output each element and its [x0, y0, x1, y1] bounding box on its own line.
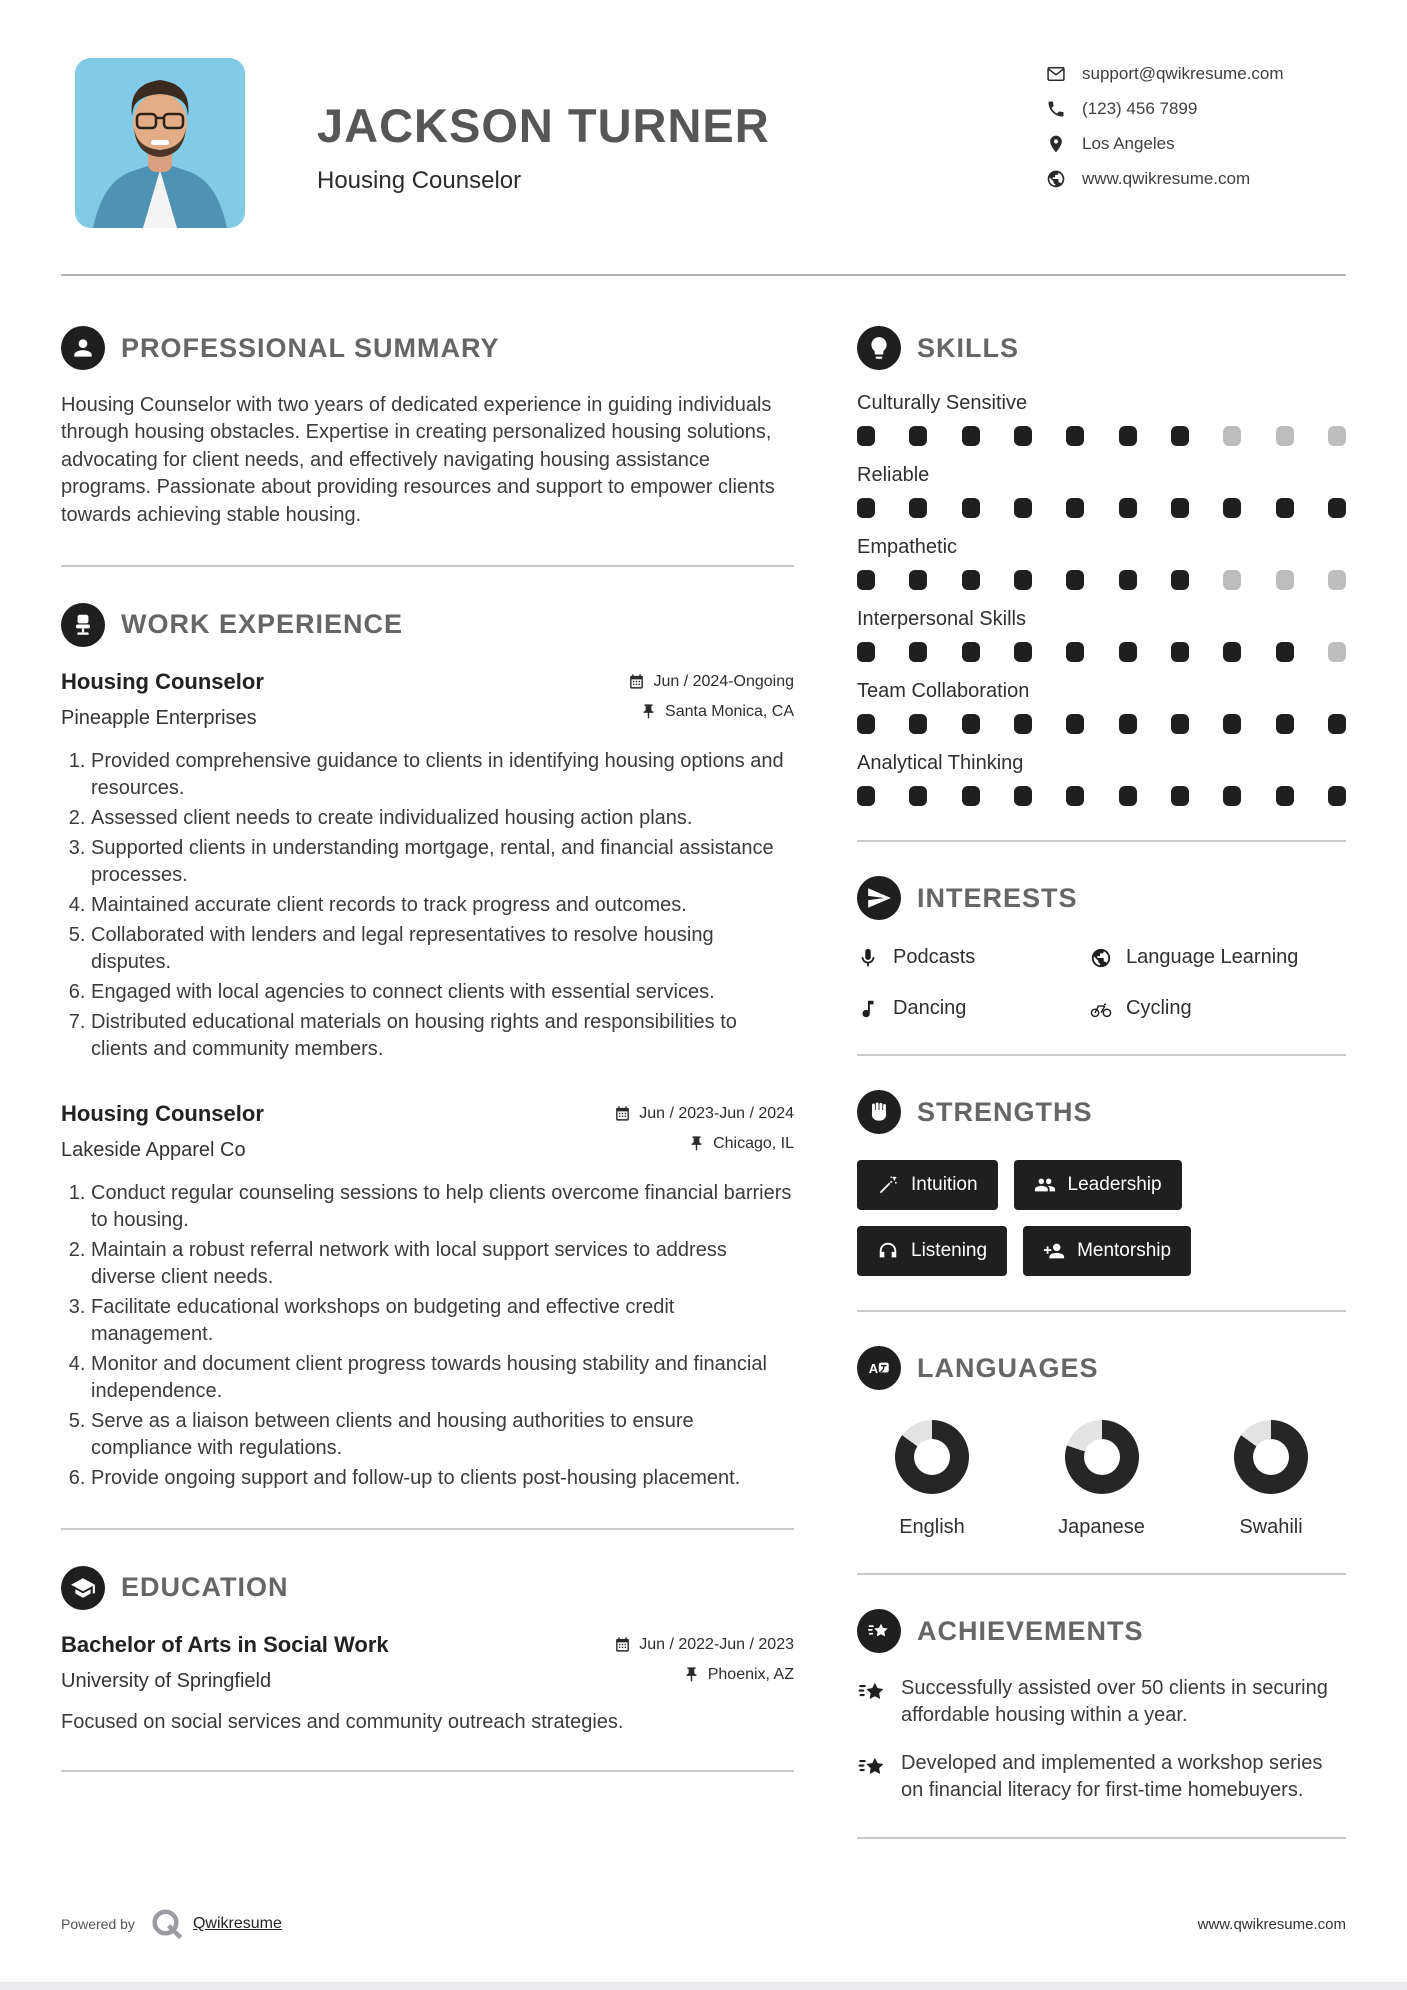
- skill-dot: [962, 786, 980, 806]
- skill-dot: [909, 498, 927, 518]
- section-interests: [857, 876, 1346, 1020]
- skill-dot: [962, 570, 980, 590]
- skill-dot: [1223, 714, 1241, 734]
- skill-dot: [1066, 570, 1084, 590]
- skill-rating: [857, 570, 1346, 590]
- profile-photo: [75, 58, 245, 228]
- language-item: [1206, 1420, 1336, 1539]
- skill-dot: [1328, 786, 1346, 806]
- lightbulb-icon: [857, 326, 901, 370]
- fist-icon: [857, 1090, 901, 1134]
- skill-dot: [1119, 786, 1137, 806]
- strength-pill: [857, 1226, 1007, 1276]
- job-left: [61, 669, 264, 730]
- section-divider: [857, 1054, 1346, 1056]
- contact-website-text: www.qwikresume.com: [1082, 169, 1251, 188]
- interest-label: Dancing: [893, 997, 967, 1019]
- job-dates: [628, 673, 794, 691]
- contact-location[interactable]: [1046, 134, 1346, 154]
- achievement-item: [857, 1675, 1346, 1728]
- interest-label: Language Learning: [1126, 946, 1299, 968]
- skill-item: [857, 608, 1346, 662]
- interests-title: INTERESTS: [917, 882, 1078, 913]
- education-description: Focused on social services and community outreach strategies.: [61, 1710, 624, 1733]
- education-dates-text: Jun / 2022-Jun / 2023: [639, 1635, 794, 1653]
- people-group-icon: [1034, 1174, 1056, 1196]
- strengths-header: [857, 1090, 1346, 1134]
- shooting-star-icon: [857, 1752, 887, 1782]
- skill-dot: [857, 498, 875, 518]
- person-plus-icon: [1043, 1240, 1065, 1262]
- contact-phone-text: (123) 456 7899: [1082, 99, 1198, 118]
- section-education: [61, 1566, 794, 1734]
- contact-website[interactable]: [1046, 169, 1346, 189]
- section-divider: [61, 1528, 794, 1530]
- job-head: [61, 1101, 794, 1162]
- section-divider: [61, 565, 794, 567]
- skill-dot: [857, 642, 875, 662]
- languages-list: [857, 1420, 1346, 1539]
- header: [61, 58, 1346, 228]
- skills-header: [857, 326, 1346, 370]
- section-divider: [857, 840, 1346, 842]
- summary-title: PROFESSIONAL SUMMARY: [121, 332, 500, 363]
- footer-website-link[interactable]: www.qwikresume.com: [1197, 1915, 1346, 1933]
- skill-dot: [857, 426, 875, 446]
- achievement-text: Successfully assisted over 50 clients in securing affordable housing within a year.: [901, 1677, 1328, 1726]
- languages-title: LANGUAGES: [917, 1352, 1099, 1383]
- achievements-header: [857, 1609, 1346, 1653]
- skill-dot: [1276, 498, 1294, 518]
- column-gap: [794, 326, 857, 1873]
- skill-dot: [1276, 570, 1294, 590]
- skill-rating: [857, 786, 1346, 806]
- interests-header: [857, 876, 1346, 920]
- skill-item: [857, 536, 1346, 590]
- skill-dot: [909, 786, 927, 806]
- job-dates-text: Jun / 2024-Ongoing: [653, 672, 794, 690]
- education-entry: [61, 1632, 794, 1734]
- job-location-text: Santa Monica, CA: [665, 702, 794, 720]
- skill-dot: [962, 426, 980, 446]
- skill-dot: [962, 714, 980, 734]
- email-icon: [1046, 64, 1066, 84]
- language-item: [867, 1420, 997, 1539]
- skill-dot: [1066, 714, 1084, 734]
- skill-item: [857, 752, 1346, 806]
- skill-dot: [1328, 426, 1346, 446]
- interests-list: [857, 946, 1346, 1020]
- globe-icon: [1046, 169, 1066, 189]
- skill-dot: [1328, 570, 1346, 590]
- skill-item: [857, 680, 1346, 734]
- skill-dot: [1276, 714, 1294, 734]
- job-meta: [628, 673, 794, 730]
- job-company: Lakeside Apparel Co: [61, 1138, 246, 1161]
- job-bullet: 5. Serve as a liaison between clients and housing authorities to ensure compliance with regulations.: [91, 1408, 794, 1462]
- skill-label: Culturally Sensitive: [857, 392, 1028, 414]
- job-title: Housing Counselor: [61, 1100, 264, 1126]
- avatar: [75, 58, 245, 228]
- job-bullet: 1. Conduct regular counseling sessions to help clients overcome financial barriers to housing.: [91, 1180, 794, 1234]
- job-left: [61, 1101, 264, 1162]
- left-column: [61, 326, 794, 1873]
- qwikresume-logo-icon: [149, 1906, 185, 1942]
- contact-email-text: support@qwikresume.com: [1082, 64, 1284, 83]
- job-bullet: 3. Supported clients in understanding mortgage, rental, and financial assistance processes.: [91, 835, 794, 889]
- education-dates: [614, 1636, 794, 1654]
- skill-dot: [1014, 786, 1032, 806]
- skill-dot: [1014, 642, 1032, 662]
- shooting-star-icon: [857, 1677, 887, 1707]
- skill-dot: [1276, 642, 1294, 662]
- language-donut-chart: [1065, 1420, 1139, 1494]
- strength-label: Listening: [911, 1240, 988, 1261]
- interest-item: [857, 997, 1090, 1020]
- pushpin-icon: [640, 703, 657, 720]
- education-school: University of Springfield: [61, 1669, 272, 1692]
- office-chair-icon: [61, 603, 105, 647]
- strength-pill: [1014, 1160, 1182, 1210]
- skill-rating: [857, 498, 1346, 518]
- magic-wand-icon: [877, 1174, 899, 1196]
- section-languages: [857, 1346, 1346, 1539]
- section-work-experience: [61, 603, 794, 1492]
- powered-by-label: Powered by: [61, 1916, 135, 1932]
- shooting-star-icon: [857, 1609, 901, 1653]
- skill-dot: [1014, 498, 1032, 518]
- pushpin-icon: [683, 1666, 700, 1683]
- skill-label: Team Collaboration: [857, 680, 1030, 702]
- job-dates: [614, 1105, 794, 1123]
- graduation-cap-icon: [61, 1566, 105, 1610]
- strength-pill: [857, 1160, 998, 1210]
- job-title: Housing Counselor: [61, 668, 264, 694]
- skill-dot: [857, 570, 875, 590]
- strengths-list: [857, 1160, 1346, 1276]
- paper-plane-icon: [857, 876, 901, 920]
- skill-dot: [1066, 642, 1084, 662]
- education-title: EDUCATION: [121, 1572, 289, 1603]
- job-meta: [614, 1105, 794, 1162]
- skill-dot: [1171, 570, 1189, 590]
- right-column: [857, 326, 1346, 1873]
- skill-dot: [1328, 642, 1346, 662]
- skill-dot: [1171, 642, 1189, 662]
- interest-item: [1090, 946, 1346, 969]
- job-entry: [61, 669, 794, 1063]
- skill-dot: [1328, 498, 1346, 518]
- job-location: [614, 1135, 794, 1153]
- skill-dot: [1171, 498, 1189, 518]
- summary-text: Housing Counselor with two years of dedicated experience in guiding individuals through housing obstacles. Expertise in creating personalized housing solutions, advocating for client needs, and effectively navigating housing assistance programs. Passionate about providing resources and support to empower clients towards achieving stable housing.: [61, 394, 775, 526]
- skill-dot: [1171, 714, 1189, 734]
- section-skills: [857, 326, 1346, 806]
- skill-dot: [1066, 786, 1084, 806]
- microphone-icon: [857, 947, 879, 969]
- skill-rating: [857, 642, 1346, 662]
- bottom-bar: [0, 1982, 1407, 1990]
- skill-dot: [962, 498, 980, 518]
- education-location: [614, 1666, 794, 1684]
- person-icon: [61, 326, 105, 370]
- job-location: [628, 703, 794, 721]
- skill-dot: [1171, 426, 1189, 446]
- skill-rating: [857, 714, 1346, 734]
- education-meta: [614, 1636, 794, 1693]
- strength-label: Leadership: [1067, 1174, 1162, 1195]
- skill-dot: [1223, 786, 1241, 806]
- job-bullet: 5. Collaborated with lenders and legal representatives to resolve housing disputes.: [91, 922, 794, 976]
- skill-dot: [909, 714, 927, 734]
- job-dates-text: Jun / 2023-Jun / 2024: [639, 1104, 794, 1122]
- skills-title: SKILLS: [917, 332, 1020, 363]
- job-bullet: 7. Distributed educational materials on housing rights and responsibilities to clients and community members.: [91, 1009, 794, 1063]
- skill-dot: [1223, 426, 1241, 446]
- skill-dot: [909, 426, 927, 446]
- job-bullet: 4. Monitor and document client progress towards housing stability and financial independence.: [91, 1351, 794, 1405]
- job-entry: [61, 1101, 794, 1492]
- calendar-icon: [614, 1105, 631, 1122]
- identity-block: [317, 98, 770, 195]
- contact-location-text: Los Angeles: [1082, 134, 1175, 153]
- skill-dot: [1171, 786, 1189, 806]
- education-degree: Bachelor of Arts in Social Work: [61, 1631, 389, 1657]
- job-bullet: 2. Maintain a robust referral network with local support services to address diverse client needs.: [91, 1237, 794, 1291]
- skill-dot: [857, 714, 875, 734]
- section-professional-summary: [61, 326, 794, 529]
- job-bullet: 6. Engaged with local agencies to connect clients with essential services.: [91, 979, 794, 1006]
- language-label: English: [899, 1516, 965, 1538]
- skill-dot: [1276, 426, 1294, 446]
- skill-dot: [1014, 570, 1032, 590]
- section-divider: [61, 1770, 794, 1772]
- achievement-item: [857, 1750, 1346, 1803]
- skill-dot: [1014, 426, 1032, 446]
- interest-item: [1090, 997, 1346, 1020]
- strength-label: Intuition: [911, 1174, 978, 1195]
- language-donut-chart: [1234, 1420, 1308, 1494]
- skill-dot: [962, 642, 980, 662]
- section-strengths: [857, 1090, 1346, 1276]
- language-label: Japanese: [1058, 1516, 1145, 1538]
- skill-dot: [1223, 570, 1241, 590]
- education-header: [61, 1566, 794, 1610]
- skill-rating: [857, 426, 1346, 446]
- location-pin-icon: [1046, 134, 1066, 154]
- skill-label: Reliable: [857, 464, 930, 486]
- skill-dot: [1223, 642, 1241, 662]
- strength-pill: [1023, 1226, 1191, 1276]
- interest-label: Cycling: [1126, 997, 1192, 1019]
- skill-dot: [1014, 714, 1032, 734]
- skill-dot: [1119, 498, 1137, 518]
- education-location-text: Phoenix, AZ: [707, 1665, 794, 1683]
- section-achievements: [857, 1609, 1346, 1803]
- pushpin-icon: [688, 1135, 705, 1152]
- language-item: [1037, 1420, 1167, 1539]
- job-bullets: [61, 1180, 794, 1492]
- job-bullet: 6. Provide ongoing support and follow-up to clients post-housing placement.: [91, 1465, 794, 1492]
- education-left: [61, 1632, 389, 1693]
- job-bullet: 3. Facilitate educational workshops on budgeting and effective credit management.: [91, 1294, 794, 1348]
- job-head: [61, 669, 794, 730]
- bicycle-icon: [1090, 998, 1112, 1020]
- job-bullet: 4. Maintained accurate client records to track progress and outcomes.: [91, 892, 794, 919]
- skill-dot: [1066, 426, 1084, 446]
- work-header: [61, 603, 794, 647]
- footer: [61, 1906, 1346, 1942]
- summary-header: [61, 326, 794, 370]
- header-divider: [61, 274, 1346, 276]
- globe-icon: [1090, 947, 1112, 969]
- language-label: Swahili: [1239, 1516, 1303, 1538]
- skill-dot: [909, 570, 927, 590]
- skill-dot: [1119, 642, 1137, 662]
- music-note-icon: [857, 998, 879, 1020]
- job-bullets: [61, 748, 794, 1063]
- contact-phone[interactable]: [1046, 99, 1346, 119]
- section-divider: [857, 1573, 1346, 1575]
- skill-dot: [1066, 498, 1084, 518]
- person-job-title: Housing Counselor: [317, 167, 522, 194]
- skill-dot: [1223, 498, 1241, 518]
- achievements-title: ACHIEVEMENTS: [917, 1615, 1144, 1646]
- work-title: WORK EXPERIENCE: [121, 609, 404, 640]
- headphones-icon: [877, 1240, 899, 1262]
- skill-label: Analytical Thinking: [857, 752, 1024, 774]
- qwikresume-link[interactable]: Qwikresume: [192, 1915, 282, 1932]
- section-divider: [857, 1310, 1346, 1312]
- skill-dot: [909, 642, 927, 662]
- interest-label: Podcasts: [893, 946, 976, 968]
- skill-dot: [1119, 570, 1137, 590]
- achievement-text: Developed and implemented a workshop series on financial literacy for first-time homebuyers.: [901, 1752, 1323, 1801]
- skill-dot: [1119, 426, 1137, 446]
- calendar-icon: [628, 673, 645, 690]
- skill-dot: [857, 786, 875, 806]
- languages-header: [857, 1346, 1346, 1390]
- translate-icon: [857, 1346, 901, 1390]
- contact-email[interactable]: [1046, 64, 1346, 84]
- job-company: Pineapple Enterprises: [61, 706, 257, 729]
- section-divider: [857, 1837, 1346, 1839]
- content-columns: [61, 326, 1346, 1873]
- person-name: JACKSON TURNER: [317, 99, 770, 152]
- education-head: [61, 1632, 794, 1693]
- interest-item: [857, 946, 1090, 969]
- skill-item: [857, 392, 1346, 446]
- svg-text:A: A: [868, 1360, 879, 1376]
- skill-dot: [1119, 714, 1137, 734]
- skill-label: Empathetic: [857, 536, 958, 558]
- calendar-icon: [614, 1636, 631, 1653]
- skill-dot: [1328, 714, 1346, 734]
- language-donut-chart: [895, 1420, 969, 1494]
- job-bullet: 2. Assessed client needs to create individualized housing action plans.: [91, 805, 794, 832]
- job-location-text: Chicago, IL: [713, 1134, 794, 1152]
- skill-dot: [1276, 786, 1294, 806]
- skill-label: Interpersonal Skills: [857, 608, 1026, 630]
- strength-label: Mentorship: [1077, 1240, 1172, 1261]
- phone-icon: [1046, 99, 1066, 119]
- skill-item: [857, 464, 1346, 518]
- strengths-title: STRENGTHS: [917, 1096, 1093, 1127]
- contact-block: [1046, 64, 1346, 189]
- job-bullet: 1. Provided comprehensive guidance to clients in identifying housing options and resources.: [91, 748, 794, 802]
